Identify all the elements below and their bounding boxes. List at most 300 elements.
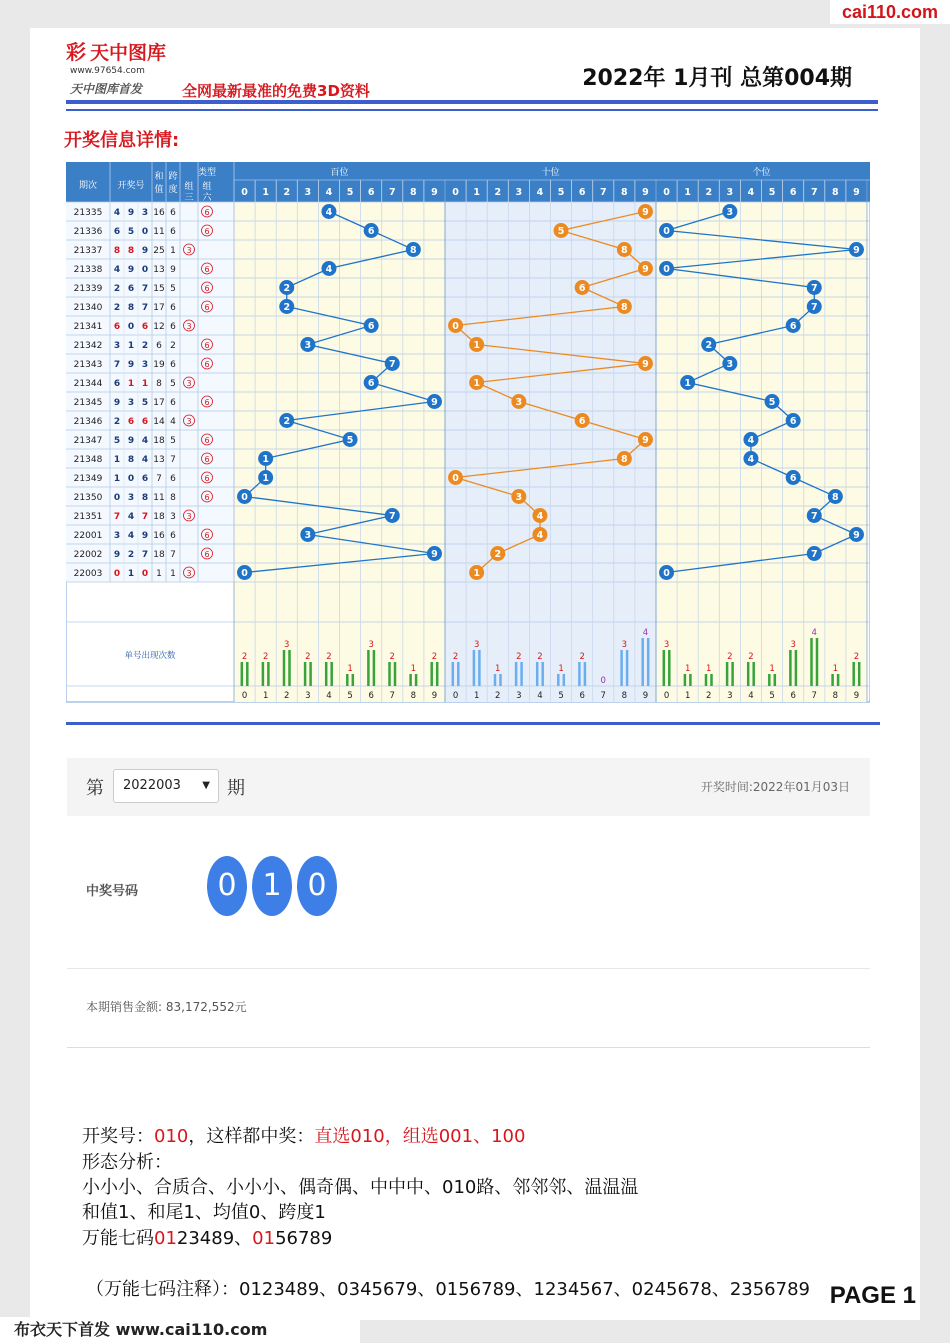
freq-axis-digit: 1 [473, 691, 480, 701]
sum-cell: 16 [153, 531, 165, 541]
freq-axis-digit: 1 [262, 691, 269, 701]
header-digit: 9 [853, 187, 860, 198]
sales-label: 本期销售金额: [86, 1000, 163, 1014]
draw-number-cell: 3 [141, 360, 149, 370]
type-marker: 6 [204, 455, 210, 464]
sum-cell: 7 [156, 474, 162, 484]
trend-ball-label: 8 [621, 454, 628, 465]
trend-ball-label: 4 [747, 435, 755, 446]
period-prefix: 第 [86, 778, 104, 799]
period-cell: 21348 [73, 455, 103, 465]
span-cell: 5 [170, 284, 176, 294]
freq-bar [325, 662, 328, 686]
draw-number-cell: 3 [127, 398, 135, 408]
type-marker: 3 [186, 512, 192, 521]
trend-ball-label: 9 [853, 530, 860, 541]
trend-ball-label: 9 [642, 264, 649, 275]
freq-value: 2 [389, 652, 395, 662]
freq-axis-digit: 5 [769, 691, 775, 701]
freq-axis-digit: 9 [642, 691, 649, 701]
freq-bar [309, 662, 312, 686]
type-marker: 6 [204, 360, 210, 369]
trend-ball-label: 9 [853, 245, 860, 256]
draw-number-cell: 8 [127, 246, 135, 256]
freq-axis-digit: 0 [241, 691, 248, 701]
trend-ball-label: 6 [578, 283, 586, 294]
freq-bar [436, 662, 439, 686]
freq-value: 2 [853, 652, 860, 662]
freq-bar [584, 662, 587, 686]
draw-number-cell: 6 [141, 417, 149, 427]
period-cell: 21342 [73, 341, 103, 351]
analysis-highlight: 01 [154, 1228, 177, 1249]
freq-bar [499, 674, 502, 686]
draw-number-cell: 4 [113, 265, 121, 275]
card-divider [67, 968, 870, 969]
span-cell: 6 [170, 398, 176, 408]
winning-number-label: 中奖号码 [86, 884, 139, 899]
sum-cell: 1 [156, 569, 162, 579]
trend-ball-label: 1 [262, 473, 269, 484]
trend-ball-label: 0 [241, 568, 248, 579]
header-digit: 4 [747, 187, 755, 198]
draw-number-cell: 8 [113, 246, 121, 256]
freq-bar [689, 674, 692, 686]
sum-cell: 11 [153, 227, 165, 237]
trend-ball-label: 1 [473, 568, 480, 579]
type-marker: 3 [186, 379, 192, 388]
period-select[interactable] [113, 769, 219, 803]
freq-value: 0 [600, 676, 606, 686]
header-span: 跨 [168, 172, 178, 182]
header-digit: 7 [599, 187, 607, 198]
draw-number-cell: 6 [113, 322, 121, 332]
freq-bar [536, 662, 539, 686]
type-marker: 6 [204, 227, 210, 236]
trend-ball-label: 4 [325, 264, 333, 275]
trend-ball-label: 6 [367, 321, 375, 332]
draw-number-cell: 9 [141, 246, 149, 256]
trend-ball-label: 3 [304, 530, 312, 541]
draw-number-cell: 2 [127, 550, 135, 560]
winning-ball: 0 [297, 856, 337, 916]
freq-bar [494, 674, 497, 686]
trend-ball-label: 2 [283, 302, 291, 313]
trend-ball-label: 6 [578, 416, 586, 427]
freq-value: 2 [579, 652, 585, 662]
header-digit: 0 [241, 187, 248, 198]
freq-axis-digit: 7 [389, 691, 395, 701]
trend-ball-label: 7 [810, 511, 818, 522]
draw-number-cell: 2 [113, 417, 121, 427]
draw-number-cell: 6 [127, 284, 135, 294]
freq-bar [668, 650, 671, 686]
freq-bar [747, 662, 750, 686]
freq-bar [626, 650, 629, 686]
draw-number-cell: 1 [113, 474, 121, 484]
draw-number-cell: 7 [141, 512, 149, 522]
span-cell: 1 [170, 569, 176, 579]
card-header [67, 758, 870, 816]
freq-bar [726, 662, 729, 686]
freq-bar [795, 650, 798, 686]
header-span: 度 [168, 185, 178, 195]
freq-bar [858, 662, 861, 686]
span-cell: 6 [170, 303, 176, 313]
freq-label: 单号出现次数 [124, 651, 176, 661]
trend-ball-label: 6 [367, 378, 375, 389]
freq-bar [246, 662, 249, 686]
trend-ball-label: 1 [262, 454, 269, 465]
freq-bar [262, 662, 265, 686]
section-title: 开奖信息详情: [64, 130, 180, 151]
period-cell: 21346 [73, 417, 103, 427]
header-digit: 9 [431, 187, 438, 198]
header-digit: 7 [388, 187, 396, 198]
freq-axis-digit: 7 [600, 691, 606, 701]
draw-number-cell: 6 [141, 322, 149, 332]
span-cell: 5 [170, 379, 176, 389]
header-position: 个位 [752, 168, 771, 178]
draw-number-cell: 3 [113, 531, 121, 541]
freq-axis-digit: 0 [663, 691, 670, 701]
header-rule-thin [66, 109, 878, 111]
header-digit: 3 [515, 187, 523, 198]
watermark-top: cai110.com [830, 0, 950, 24]
draw-number-cell: 0 [141, 265, 149, 275]
freq-bar [789, 650, 792, 686]
span-cell: 6 [170, 360, 176, 370]
trend-ball-label: 9 [642, 435, 649, 446]
type-marker: 6 [204, 550, 210, 559]
draw-number-cell: 1 [141, 379, 149, 389]
freq-bar [705, 674, 708, 686]
freq-value: 4 [642, 628, 649, 638]
trend-ball-label: 0 [241, 492, 248, 503]
trend-ball-label: 7 [810, 549, 818, 560]
freq-bar [457, 662, 460, 686]
page-number: PAGE 1 [829, 1282, 916, 1309]
freq-bar [837, 674, 840, 686]
analysis-line-shape-title: 形态分析： [82, 1152, 172, 1173]
freq-bar [267, 662, 270, 686]
draw-number-cell: 9 [127, 208, 135, 218]
period-cell: 21336 [73, 227, 103, 237]
draw-info-card [67, 758, 870, 1048]
trend-ball-label: 8 [621, 302, 628, 313]
issue-title: 2022年 1月刊 总第004期 [582, 66, 852, 91]
freq-axis-digit: 6 [579, 691, 585, 701]
trend-ball-label: 2 [283, 283, 291, 294]
trend-ball-label: 7 [388, 511, 396, 522]
logo-mark: 彩 [66, 42, 86, 64]
analysis-text: 开奖号： [82, 1126, 154, 1147]
analysis-line-draw [82, 1122, 525, 1148]
draw-number-cell: 0 [141, 227, 149, 237]
trend-ball-label: 0 [663, 568, 670, 579]
freq-bar [346, 674, 349, 686]
period-cell: 21343 [73, 360, 103, 370]
freq-value: 2 [305, 652, 311, 662]
analysis-highlight: 010 [154, 1126, 189, 1147]
trend-chart [66, 162, 870, 706]
header-digit: 1 [262, 187, 269, 198]
sum-cell: 6 [156, 341, 162, 351]
type-marker: 6 [204, 303, 210, 312]
sum-cell: 11 [153, 493, 165, 503]
draw-number-cell: 9 [141, 531, 149, 541]
freq-value: 2 [431, 652, 438, 662]
analysis-highlight: 01 [252, 1228, 276, 1249]
sum-cell: 25 [153, 246, 165, 256]
trend-ball-label: 2 [494, 549, 502, 560]
period-cell: 21338 [73, 265, 103, 275]
freq-bar [557, 674, 560, 686]
header-type-zu6: 组 [202, 182, 212, 192]
trend-ball-label: 6 [789, 416, 797, 427]
draw-number-cell: 4 [127, 512, 135, 522]
sales-value: 83,172,552元 [165, 1000, 247, 1014]
period-cell: 21335 [73, 208, 103, 218]
freq-value: 3 [790, 640, 796, 650]
freq-value: 1 [706, 664, 712, 674]
trend-ball-label: 1 [684, 378, 691, 389]
freq-axis-digit: 9 [431, 691, 438, 701]
logo-url: www.97654.com [70, 66, 145, 76]
trend-ball-label: 3 [515, 492, 523, 503]
freq-value: 2 [262, 652, 269, 662]
header-digit: 2 [494, 187, 502, 198]
header-type-zu3: 组 [184, 182, 194, 192]
draw-number-cell: 4 [141, 455, 149, 465]
type-marker: 3 [186, 322, 192, 331]
freq-bar [394, 662, 397, 686]
trend-ball-label: 5 [557, 226, 565, 237]
type-marker: 3 [186, 569, 192, 578]
freq-bar [367, 650, 370, 686]
freq-axis-digit: 5 [558, 691, 564, 701]
trend-ball-label: 0 [452, 321, 459, 332]
trend-ball-label: 9 [642, 207, 649, 218]
header-position: 百位 [330, 168, 349, 178]
draw-time-value: 2022年01月03日 [752, 780, 850, 794]
freq-bar [473, 650, 476, 686]
sum-cell: 16 [153, 208, 165, 218]
header-digit: 2 [705, 187, 713, 198]
draw-number-cell: 8 [141, 493, 149, 503]
header-rule-thick [66, 100, 878, 104]
header-numbers: 开奖号 [117, 181, 145, 191]
logo-name: 天中图库 [90, 43, 167, 64]
freq-bar [288, 650, 291, 686]
logo-slogan: 天中图库首发 [70, 82, 143, 96]
header-period: 期次 [78, 181, 98, 191]
analysis-text: ，这样都中奖： [188, 1126, 315, 1147]
type-marker: 6 [204, 398, 210, 407]
freq-value: 2 [748, 652, 754, 662]
trend-ball-label: 4 [747, 454, 755, 465]
header-digit: 3 [726, 187, 734, 198]
trend-ball-label: 4 [536, 530, 544, 541]
draw-number-cell: 6 [127, 417, 135, 427]
period-cell: 21340 [73, 303, 103, 313]
period-cell: 21339 [73, 284, 103, 294]
sum-cell: 8 [156, 379, 162, 389]
header-digit: 6 [578, 187, 586, 198]
analysis-line-shape: 小小小、合质合、小小小、偶奇偶、中中中、010路、邻邻邻、温温温 [82, 1177, 639, 1198]
sum-cell: 17 [153, 398, 165, 408]
draw-number-cell: 9 [127, 360, 135, 370]
freq-value: 1 [410, 664, 417, 674]
sum-cell: 17 [153, 303, 165, 313]
freq-axis-digit: 0 [452, 691, 459, 701]
freq-bar [684, 674, 687, 686]
type-marker: 3 [186, 246, 192, 255]
freq-bar [515, 662, 518, 686]
freq-value: 1 [832, 664, 839, 674]
span-cell: 9 [170, 265, 176, 275]
footer-watermark: 布衣天下首发 www.cai110.com [0, 1317, 360, 1343]
header-digit: 0 [452, 187, 459, 198]
logo-tagline: 全网最新最准的免费3D资料 [182, 82, 370, 100]
trend-ball-label: 7 [810, 283, 818, 294]
period-cell: 21337 [73, 246, 103, 256]
trend-ball-label: 5 [768, 397, 776, 408]
trend-ball-label: 6 [367, 226, 375, 237]
page-sheet [30, 28, 920, 1320]
freq-value: 1 [558, 664, 564, 674]
freq-bar [452, 662, 455, 686]
freq-axis-digit: 3 [305, 691, 311, 701]
freq-bar [831, 674, 834, 686]
draw-number-cell: 8 [127, 455, 135, 465]
draw-number-cell: 7 [113, 360, 121, 370]
header-type-zu3: 三 [184, 193, 194, 203]
sum-cell: 13 [153, 265, 165, 275]
freq-axis-digit: 6 [368, 691, 374, 701]
header-digit: 6 [789, 187, 797, 198]
freq-value: 3 [663, 640, 670, 650]
winning-ball: 1 [252, 856, 292, 916]
analysis-line-sum: 和值1、和尾1、均值0、跨度1 [82, 1202, 326, 1223]
trend-ball-label: 3 [726, 359, 734, 370]
trend-ball-label: 2 [283, 416, 291, 427]
draw-number-cell: 0 [141, 569, 149, 579]
freq-bar [330, 662, 333, 686]
draw-number-cell: 4 [141, 436, 149, 446]
freq-bar [578, 662, 581, 686]
draw-number-cell: 9 [113, 550, 121, 560]
draw-number-cell: 7 [113, 512, 121, 522]
freq-bar [352, 674, 355, 686]
draw-number-cell: 0 [127, 474, 135, 484]
draw-number-cell: 6 [141, 474, 149, 484]
period-cell: 22001 [73, 531, 103, 541]
span-cell: 2 [170, 341, 176, 351]
header-digit: 3 [304, 187, 312, 198]
analysis-text: 56789 [275, 1228, 333, 1249]
type-marker: 6 [204, 436, 210, 445]
freq-axis-digit: 2 [495, 691, 501, 701]
freq-bar [415, 674, 418, 686]
type-marker: 6 [204, 208, 210, 217]
header-digit: 2 [283, 187, 291, 198]
freq-bar [388, 662, 391, 686]
header-sum: 和 [154, 172, 164, 182]
freq-value: 1 [684, 664, 691, 674]
freq-bar [810, 638, 813, 686]
type-marker: 6 [204, 341, 210, 350]
freq-bar [620, 650, 623, 686]
freq-axis-digit: 4 [748, 691, 754, 701]
freq-value: 2 [452, 652, 459, 662]
trend-ball-label: 3 [726, 207, 734, 218]
freq-axis-digit: 8 [832, 691, 839, 701]
draw-number-cell: 1 [113, 455, 121, 465]
type-marker: 6 [204, 474, 210, 483]
header-digit: 5 [346, 187, 354, 198]
period-cell: 22003 [73, 569, 103, 579]
sum-cell: 12 [153, 322, 165, 332]
span-cell: 6 [170, 531, 176, 541]
header-digit: 8 [832, 187, 839, 198]
freq-value: 3 [284, 640, 290, 650]
sum-cell: 18 [153, 512, 165, 522]
freq-axis-digit: 2 [284, 691, 290, 701]
span-cell: 1 [170, 246, 176, 256]
header-digit: 8 [410, 187, 417, 198]
header-sum: 值 [154, 185, 164, 195]
span-cell: 6 [170, 208, 176, 218]
trend-ball-label: 3 [515, 397, 523, 408]
sum-cell: 13 [153, 455, 165, 465]
analysis-line-seven [82, 1224, 332, 1250]
trend-ball-label: 7 [388, 359, 396, 370]
freq-bar [430, 662, 433, 686]
span-cell: 3 [170, 512, 176, 522]
header-digit: 7 [810, 187, 818, 198]
draw-number-cell: 7 [141, 303, 149, 313]
freq-value: 2 [516, 652, 522, 662]
period-cell: 21347 [73, 436, 103, 446]
period-cell: 21350 [73, 493, 103, 503]
draw-number-cell: 6 [113, 227, 121, 237]
type-marker: 6 [204, 284, 210, 293]
freq-value: 3 [473, 640, 480, 650]
freq-axis-digit: 3 [516, 691, 522, 701]
freq-axis-digit: 6 [790, 691, 796, 701]
period-cell: 22002 [73, 550, 103, 560]
analysis-highlight: 直选010，组选001、100 [314, 1126, 526, 1147]
draw-number-cell: 8 [127, 303, 135, 313]
freq-value: 1 [769, 664, 775, 674]
period-cell: 21341 [73, 322, 103, 332]
span-cell: 7 [170, 455, 176, 465]
draw-number-cell: 4 [113, 208, 121, 218]
freq-value: 2 [326, 652, 332, 662]
trend-ball-label: 8 [832, 492, 839, 503]
type-marker: 6 [204, 531, 210, 540]
freq-bar [520, 662, 523, 686]
draw-number-cell: 3 [127, 493, 135, 503]
period-cell: 21349 [73, 474, 103, 484]
freq-value: 2 [241, 652, 248, 662]
trend-ball-label: 2 [705, 340, 713, 351]
analysis-text: 23489、 [176, 1228, 253, 1249]
freq-bar [563, 674, 566, 686]
trend-ball-label: 9 [431, 549, 438, 560]
draw-number-cell: 2 [113, 284, 121, 294]
